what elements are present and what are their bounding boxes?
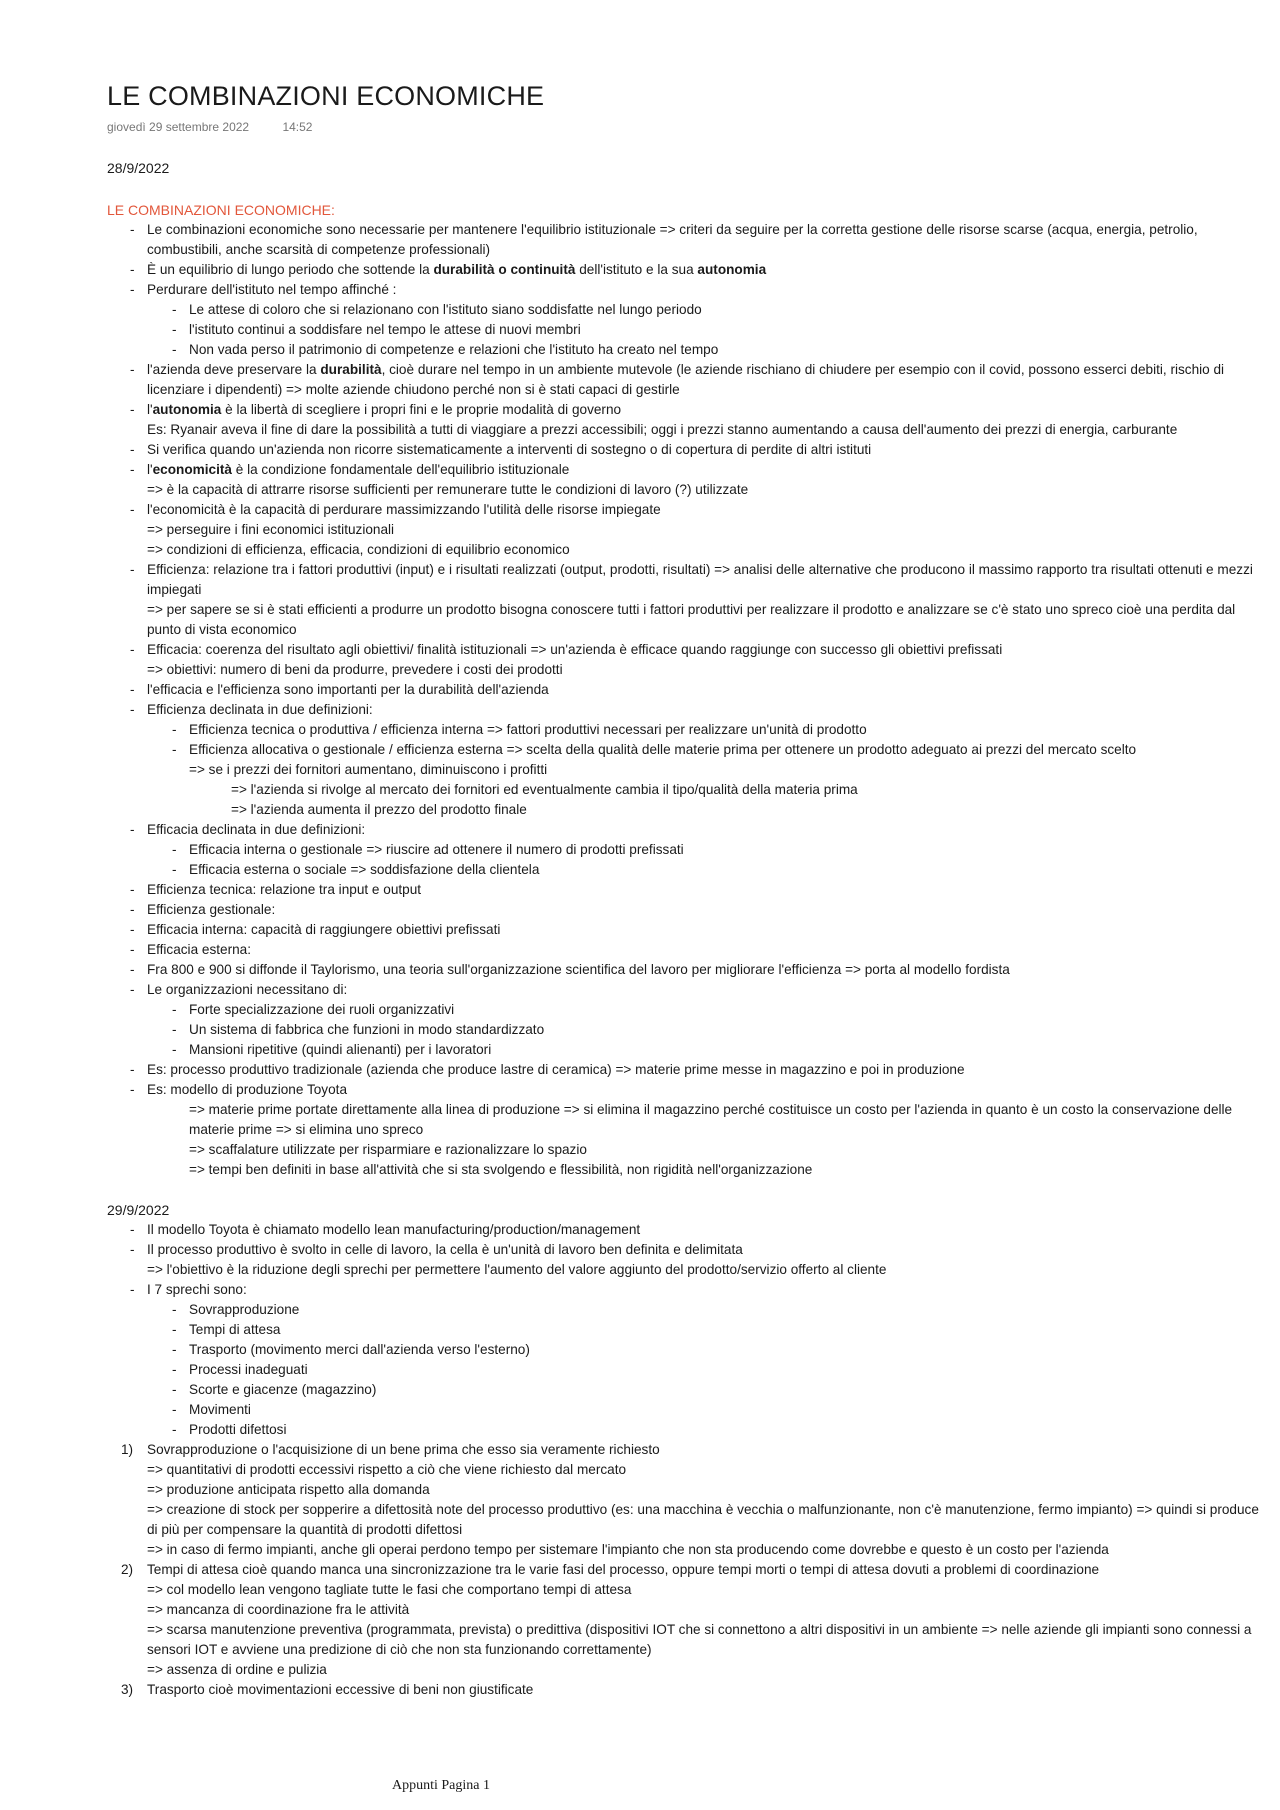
list-item: - Mansioni ripetitive (quindi alienanti) per i lavoratori (172, 1042, 492, 1057)
bullet-list (107, 220, 1267, 1180)
list-item: - Efficacia esterna o sociale => soddisfazione della clientela (172, 862, 540, 877)
list-item: - Efficienza allocativa o gestionale / efficienza esterna => scelta della qualità delle materie prima per ottenere un prodotto adeguato ai prezzi del mercato scelto => se i prezzi dei fornitori aumentano, diminuiscono i profitti => l'azienda si rivolge al mercato dei fornitori ed eventualmente cambia il tipo/qualità della materia prima => l'azienda aumenta il prezzo del prodotto finale (172, 742, 1137, 817)
list-item: - Efficacia declinata in due definizioni: - Efficacia interna o gestionale => riuscire ad ottenere il numero di prodotti prefissati - Efficacia esterna o sociale => soddisfazione della clientela (107, 820, 1267, 880)
list-item: - l'azienda deve preservare la durabilità, cioè durare nel tempo in un ambiente mutevole (le aziende rischiano di chiudere per esempio con il covid, possono esserci debiti, rischio di licenziare i dipendenti) => molte aziende chiudono perché non si è stati capaci di gestirle (130, 362, 1225, 397)
sub-list (147, 840, 1267, 880)
list-item: - Non vada perso il patrimonio di competenze e relazioni che l'istituto ha creato nel tempo (172, 342, 719, 357)
list-item: - Tempi di attesa (172, 1322, 281, 1337)
list-item: - Il modello Toyota è chiamato modello lean manufacturing/production/management (130, 1222, 641, 1237)
list-item: - Movimenti (172, 1402, 251, 1417)
list-item: - Efficacia: coerenza del risultato agli obiettivi/ finalità istituzionali => un'azienda è efficace quando raggiunge con successo gli obiettivi prefissati => obiettivi: numero di beni da produrre, prevedere i costi dei prodotti (130, 642, 1003, 677)
list-item: - Scorte e giacenze (magazzino) (172, 1382, 377, 1397)
list-item: - Prodotti difettosi (172, 1422, 287, 1437)
bullet-list (107, 1220, 1267, 1440)
numbered-list (107, 1440, 1267, 1700)
list-item: - Fra 800 e 900 si diffonde il Taylorismo, una teoria sull'organizzazione scientifica del lavoro per migliorare l'efficienza => porta al modello fordista (130, 962, 1010, 977)
list-item: - Un sistema di fabbrica che funzioni in modo standardizzato (172, 1022, 545, 1037)
list-item: - Efficienza tecnica o produttiva / efficienza interna => fattori produttivi necessari per realizzare un'unità di prodotto (172, 722, 867, 737)
list-item: - I 7 sprechi sono: - Sovrapproduzione - Tempi di attesa - Trasporto (movimento merci dall'azienda verso l'esterno) - Processi inadeguati - Scorte e giacenze (magazzino) - Movimenti - Prodotti difettosi (107, 1280, 1267, 1440)
section-date: 28/9/2022 (107, 160, 170, 176)
list-item: - Es: processo produttivo tradizionale (azienda che produce lastre di ceramica) => materie prime messe in magazzino e poi in produzione (130, 1062, 965, 1077)
list-item: - Le attese di coloro che si relazionano con l'istituto siano soddisfatte nel lungo periodo (172, 302, 702, 317)
list-item: - Trasporto (movimento merci dall'azienda verso l'esterno) (172, 1342, 530, 1357)
section-heading: LE COMBINAZIONI ECONOMICHE: (107, 202, 335, 218)
list-item: - Si verifica quando un'azienda non ricorre sistematicamente a interventi di sostegno o di copertura di perdite di altri istituti (130, 442, 872, 457)
list-item: - Es: modello di produzione Toyota => materie prime portate direttamente alla linea di produzione => si elimina il magazzino perché costituisce un costo per l'azienda in quanto è un costo la conservazione delle materie prime => si elimina uno spreco => scaffalature utilizzate per risparmiare e razionalizzare lo spazio => tempi ben definiti in base all'attività che si sta svolgendo e flessibilità, non rigidità nell'organizzazione (130, 1082, 1233, 1177)
list-item: - Le organizzazioni necessitano di: - Forte specializzazione dei ruoli organizzativi - Un sistema di fabbrica che funzioni in modo standardizzato - Mansioni ripetitive (quindi alienanti) per i lavoratori (107, 980, 1267, 1060)
list-item: - Il processo produttivo è svolto in celle di lavoro, la cella è un'unità di lavoro ben definita e delimitata => l'obiettivo è la riduzione degli sprechi per permettere l'aumento del valore aggiunto del prodotto/servizio offerto al cliente (130, 1242, 887, 1277)
list-item: - l'economicità è la capacità di perdurare massimizzando l'utilità delle risorse impiegate => perseguire i fini economici istituzionali => condizioni di efficienza, efficacia, condizioni di equilibrio economico (130, 502, 661, 557)
list-item: - Efficacia interna: capacità di raggiungere obiettivi prefissati (130, 922, 501, 937)
list-item: - Efficienza declinata in due definizioni: - Efficienza tecnica o produttiva / efficienza interna => fattori produttivi necessari per realizzare un'unità di prodotto - Efficienza allocativa o gestionale / efficienza esterna => scelta della qualità delle materie prima per ottenere un prodotto adeguato ai prezzi del mercato scelto => se i prezzi dei fornitori aumentano, diminuiscono i profitti => l'azienda si rivolge al mercato dei fornitori ed eventualmente cambia il tipo/qualità della materia prima => l'azienda aumenta il prezzo del prodotto finale (107, 700, 1267, 820)
note-page (107, 78, 1267, 1700)
sub-list (147, 720, 1267, 820)
page-footer: Appunti Pagina 1 (392, 1778, 490, 1793)
list-item: - Forte specializzazione dei ruoli organizzativi (172, 1002, 455, 1017)
list-item: - l'istituto continui a soddisfare nel tempo le attese di nuovi membri (172, 322, 581, 337)
list-item: - Perdurare dell'istituto nel tempo affinché : - Le attese di coloro che si relazionano con l'istituto siano soddisfatte nel lungo periodo - l'istituto continui a soddisfare nel tempo le attese di nuovi membri - Non vada perso il patrimonio di competenze e relazioni che l'istituto ha creato nel tempo (107, 280, 1267, 360)
list-item: - Processi inadeguati (172, 1362, 308, 1377)
list-item: - Efficienza gestionale: (130, 902, 276, 917)
sub-list (147, 1300, 1267, 1440)
note-meta (107, 120, 1267, 136)
list-item: - È un equilibrio di lungo periodo che sottende la durabilità o continuità dell'istituto e la sua autonomia (130, 262, 767, 277)
note-date: giovedì 29 settembre 2022 (107, 120, 250, 134)
list-item: - l'economicità è la condizione fondamentale dell'equilibrio istituzionale => è la capacità di attrarre risorse sufficienti per remunerare tutte le condizioni di lavoro (?) utilizzate (130, 462, 749, 497)
list-item: - Efficienza tecnica: relazione tra input e output (130, 882, 422, 897)
list-item: 3) Trasporto cioè movimentazioni eccessive di beni non giustificate (121, 1682, 534, 1697)
list-item: 1) Sovrapproduzione o l'acquisizione di un bene prima che esso sia veramente richiesto => quantitativi di prodotti eccessivi rispetto a ciò che viene richiesto dal mercato => produzione anticipata rispetto alla domanda => creazione di stock per sopperire a difettosità note del processo produttivo (es: una macchina è vecchia o malfunzionante, non c'è manutenzione, fermo impianto) => quindi si produce di più per compensare la quantità di prodotti difettosi => in caso di fermo impianti, anche gli operai perdono tempo per sistemare l'impianto che non sta producendo come dovrebbe e questo è un costo per l'azienda (121, 1442, 1259, 1557)
list-item: - l'autonomia è la libertà di scegliere i propri fini e le proprie modalità di governo Es: Ryanair aveva il fine di dare la possibilità a tutti di viaggiare a prezzi accessibili; oggi i prezzi stanno aumentando a causa dell'aumento dei prezzi di energia, carburante (130, 402, 1178, 437)
list-item: 2) Tempi di attesa cioè quando manca una sincronizzazione tra le varie fasi del processo, oppure tempi morti o tempi di attesa dovuti a problemi di coordinazione => col modello lean vengono tagliate tutte le fasi che comportano tempi di attesa => mancanza di coordinazione fra le attività => scarsa manutenzione preventiva (programmata, prevista) o predittiva (dispositivi IOT che si connettono a altri dispositivi in un ambiente => nelle aziende gli impianti sono connessi a sensori IOT e avviene una predizione di ciò che non sta funzionando correttamente) => assenza di ordine e pulizia (121, 1562, 1252, 1677)
list-item: - l'efficacia e l'efficienza sono importanti per la durabilità dell'azienda (130, 682, 549, 697)
note-time: 14:52 (282, 120, 313, 134)
list-item: - Efficacia esterna: (130, 942, 252, 957)
section-date: 29/9/2022 (107, 1202, 170, 1218)
list-item: - Le combinazioni economiche sono necessarie per mantenere l'equilibrio istituzionale => criteri da seguire per la corretta gestione delle risorse scarse (acqua, energia, petrolio, combustibili, anche scarsità di competenze professionali) (130, 222, 1198, 257)
page-title: LE COMBINAZIONI ECONOMICHE (107, 81, 545, 111)
sub-list (147, 1000, 1267, 1060)
list-item: - Efficacia interna o gestionale => riuscire ad ottenere il numero di prodotti prefissati (172, 842, 684, 857)
sub-list (147, 300, 1267, 360)
list-item: - Sovrapproduzione (172, 1302, 300, 1317)
list-item: - Efficienza: relazione tra i fattori produttivi (input) e i risultati realizzati (output, prodotti, risultati) => analisi delle alternative che producono il massimo rapporto tra risultati ottenuti e mezzi impiegati => per sapere se si è stati efficienti a produrre un prodotto bisogna conoscere tutti i fattori produttivi per realizzare il prodotto e analizzare se c'è stato uno spreco cioè una perdita dal punto di vista economico (130, 562, 1253, 637)
